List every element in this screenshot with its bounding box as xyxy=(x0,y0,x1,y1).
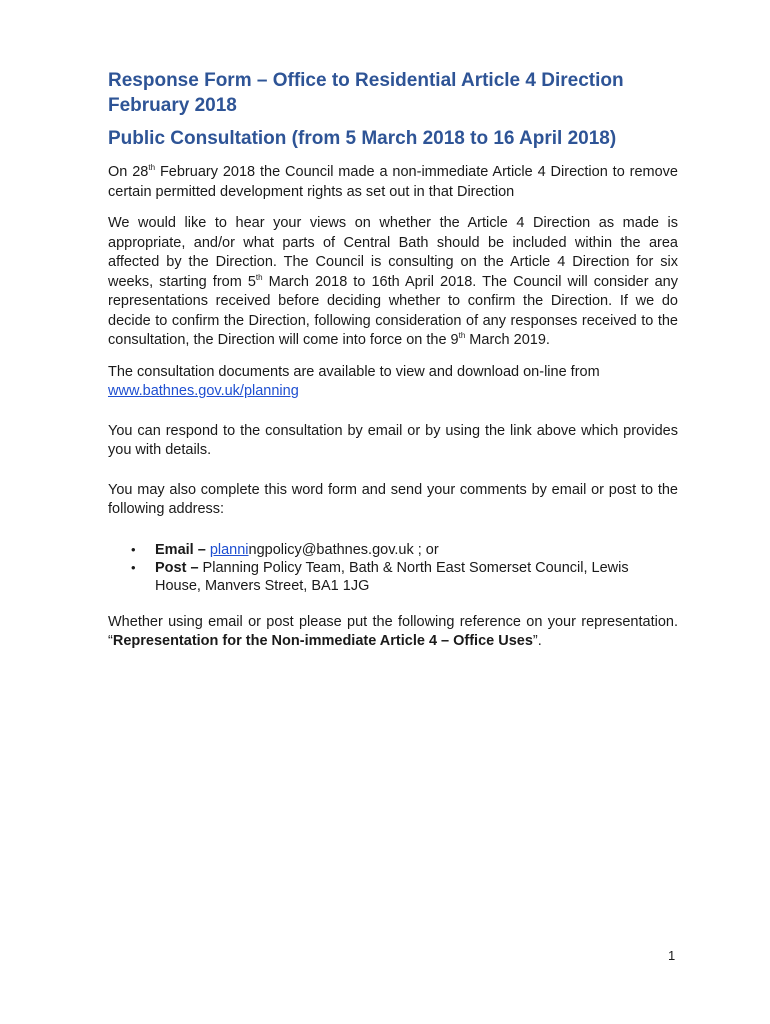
contact-email-item xyxy=(108,541,678,559)
reference-text: Representation for the Non-immediate Article 4 – Office Uses xyxy=(112,633,533,649)
planning-website-link[interactable]: www.bathnes.gov.uk/planning xyxy=(108,383,299,399)
contact-post-item xyxy=(108,559,678,595)
bullet-icon: • xyxy=(131,541,136,557)
email-link[interactable]: planni xyxy=(209,541,249,558)
document-title: Response Form – Office to Residential Article 4 Direction February 2018 xyxy=(108,70,624,116)
postal-address: Planning Policy Team, Bath & North East Somerset Council, Lewis House, Manvers Street, BA1 1JG xyxy=(155,559,629,594)
email-label: Email – xyxy=(155,541,206,558)
page-number: 1 xyxy=(668,948,676,963)
reference-paragraph: Whether using email or post please put the following reference on your representation. “Representation for the Non-immediate Article 4 – Office Uses”. xyxy=(108,613,678,649)
page-content xyxy=(108,68,678,652)
email-address-rest: ngpolicy@bathnes.gov.uk ; or xyxy=(248,541,439,558)
post-label: Post – xyxy=(155,559,199,576)
form-paragraph: You may also complete this word form and send your comments by email or post to the following address: xyxy=(108,481,678,517)
respond-paragraph: You can respond to the consultation by email or by using the link above which provides you with details. xyxy=(108,422,678,458)
consultation-heading: Public Consultation (from 5 March 2018 to 16 April 2018) xyxy=(108,128,617,149)
documents-paragraph: The consultation documents are available to view and download on-line from www.bathnes.gov.uk/planning xyxy=(108,363,600,399)
contact-list xyxy=(108,541,678,595)
views-paragraph: We would like to hear your views on whether the Article 4 Direction as made is appropriate, and/or what parts of Central Bath should be included within the area affected by the Direction. The Council is consulting on the Article 4 Direction for six weeks, starting from 5th March 2018 to 16th April 2018. The Council will consider any representations received before deciding whether to confirm the Direction. If we do decide to confirm the Direction, following consideration of any responses received to the consultation, the Direction will come into force on the 9th March 2019. xyxy=(108,215,678,348)
intro-paragraph: On 28th February 2018 the Council made a non-immediate Article 4 Direction to remove certain permitted development rights as set out in that Direction xyxy=(108,163,679,200)
bullet-icon: • xyxy=(131,559,136,575)
